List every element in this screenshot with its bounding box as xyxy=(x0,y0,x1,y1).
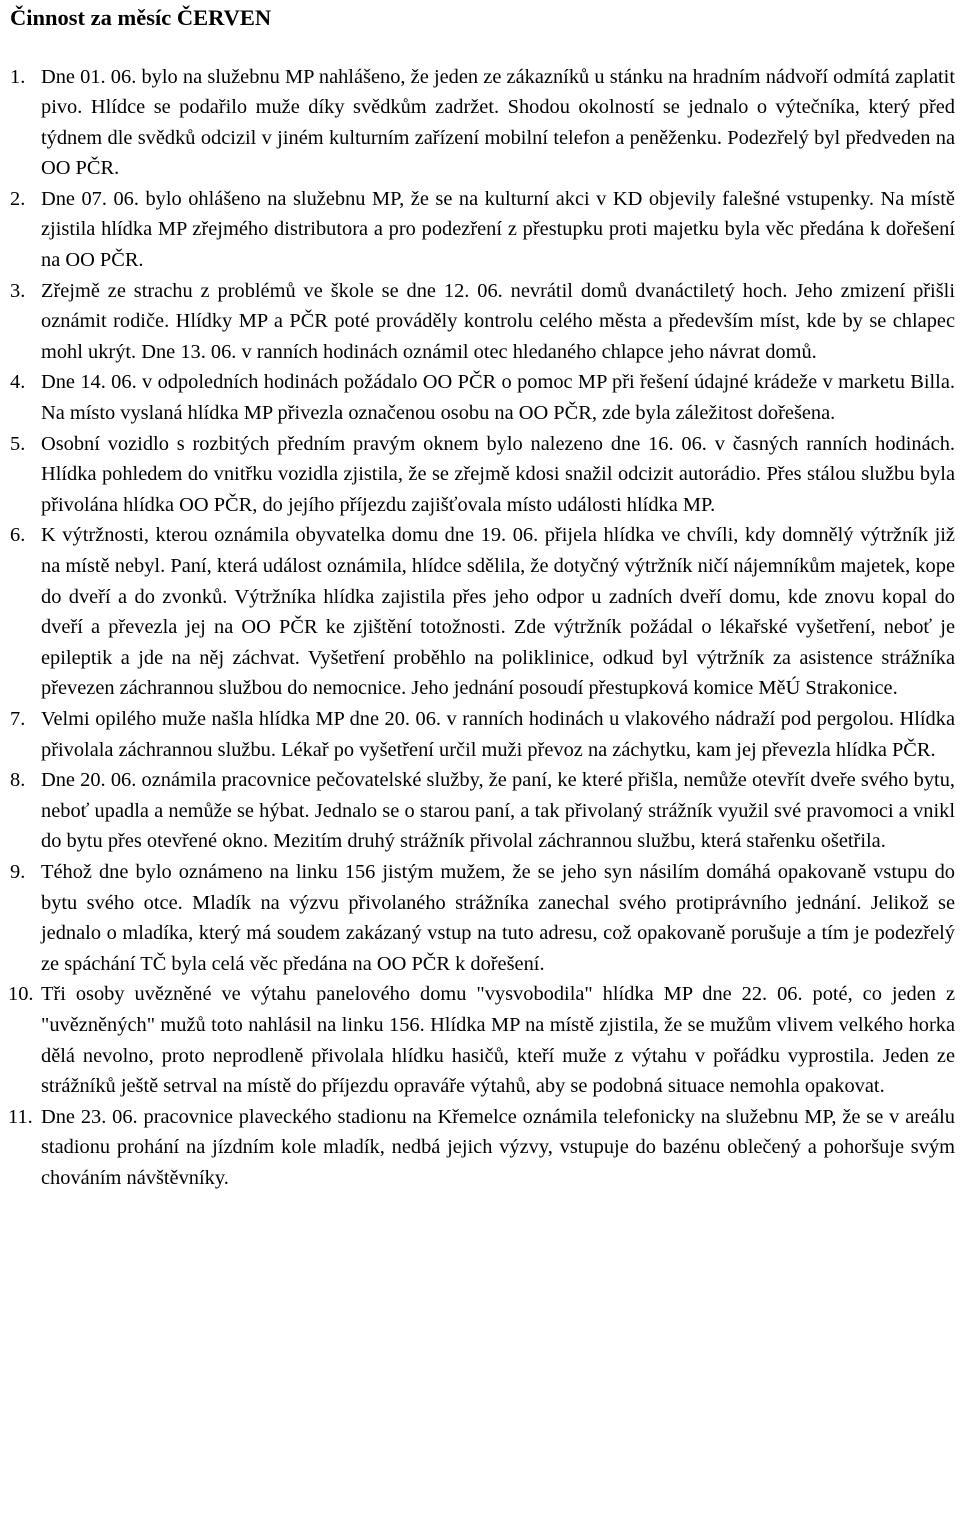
item-number: 9. xyxy=(10,860,26,883)
item-number: 6. xyxy=(10,524,26,547)
page-title: Činnost za měsíc ČERVEN xyxy=(10,5,272,30)
item-text: Dne 23. 06. pracovnice plaveckého stadionu na Křemelce oznámila telefonicky na služebnu MP, že se v areálu stadionu prohání na jízdním kole mladík, nedbá jejich výzvy, vstupuje do bazénu oblečený a pohoršuje svým chováním návštěvníky. xyxy=(41,1105,955,1189)
item-number: 5. xyxy=(10,432,26,455)
item-text: Osobní vozidlo s rozbitých předním pravým oknem bylo nalezeno dne 16. 06. v časných ranních hodinách. Hlídka pohledem do vnitřku vozidla zjistila, že se zřejmě kdosi snažil odcizit autorádio. Přes stálou službu byla přivolána hlídka OO PČR, do jejího příjezdu zajišťovala místo události hlídka MP. xyxy=(41,432,955,516)
list-item xyxy=(10,367,955,428)
item-number: 3. xyxy=(10,279,26,302)
list-item xyxy=(10,520,955,704)
list-item xyxy=(10,62,955,184)
item-number: 2. xyxy=(10,187,26,210)
list-item xyxy=(10,429,955,521)
item-number: 8. xyxy=(10,769,26,792)
item-number: 7. xyxy=(10,707,26,730)
item-text: Dne 07. 06. bylo ohlášeno na služebnu MP, že se na kulturní akci v KD objevily falešné vstupenky. Na místě zjistila hlídka MP zřejmého distributora a pro podezření z přestupku proti majetku byla věc předána k dořešení na OO PČR. xyxy=(41,187,955,272)
item-number: 4. xyxy=(10,371,26,394)
list-item xyxy=(10,276,955,368)
list-item xyxy=(10,1102,955,1194)
item-text: K výtržnosti, kterou oznámila obyvatelka domu dne 19. 06. přijela hlídka ve chvíli, kdy domnělý výtržník již na místě nebyl. Paní, která událost oznámila, hlídce sdělila, že dotyčný výtržník ničí nájemníkům majetek, kope do dveří a do zvonků. Výtržníka hlídka zajistila přes jeho odpor u zadních dveří domu, kde znovu kopal do dveří a převezla jej na OO PČR ke zjištění totožnosti. Zde výtržník požádal o lékařské vyšetření, neboť je epileptik a jde na něj záchvat. Vyšetření proběhlo na poliklinice, odkud byl výtržník za asistence strážníka převezen záchrannou službou do nemocnice. Jeho jednání posoudí přestupková komice MěÚ Strakonice. xyxy=(41,524,955,700)
incident-list xyxy=(10,62,955,1194)
list-item xyxy=(10,765,955,857)
item-text: Zřejmě ze strachu z problémů ve škole se dne 12. 06. nevrátil domů dvanáctiletý hoch. Jeho zmizení přišli oznámit rodiče. Hlídky MP a PČR poté prováděly kontrolu celého města a především míst, kde by se chlapec mohl ukrýt. Dne 13. 06. v ranních hodinách oznámil otec hledaného chlapce jeho návrat domů. xyxy=(41,279,955,363)
list-item xyxy=(10,979,955,1101)
item-text: Dne 20. 06. oznámila pracovnice pečovatelské služby, že paní, ke které přišla, nemůže otevřít dveře svého bytu, neboť upadla a nemůže se hýbat. Jednalo se o starou paní, a tak přivolaný strážník využil své pravomoci a vnikl do bytu přes otevřené okno. Mezitím druhý strážník přivolal záchrannou službu, která stařenku ošetřila. xyxy=(41,769,955,853)
item-number: 1. xyxy=(10,65,26,88)
item-text: Tři osoby uvězněné ve výtahu panelového domu "vysvobodila" hlídka MP dne 22. 06. poté, co jeden z "uvězněných" mužů toto nahlásil na linku 156. Hlídka MP na místě zjistila, že se mužům vlivem velkého horka dělá nevolno, proto neprodleně přivolala hlídku hasičů, kteří muže z výtahu v pořádku vyprostila. Jeden ze strážníků ještě setrval na místě do příjezdu opraváře výtahů, aby se podobná situace nemohla opakovat. xyxy=(41,983,955,1098)
list-item xyxy=(10,704,955,765)
item-number: 10. xyxy=(8,983,34,1006)
list-item xyxy=(10,184,955,276)
item-text: Dne 01. 06. bylo na služebnu MP nahlášeno, že jeden ze zákazníků u stánku na hradním nádvoří odmítá zaplatit pivo. Hlídce se podařilo muže díky svědkům zadržet. Shodou okolností se jednalo o výtečníka, který před týdnem dle svědků odcizil v jiném kulturním zařízení mobilní telefon a peněženku. Podezřelý byl předveden na OO PČR. xyxy=(41,65,955,180)
item-text: Velmi opilého muže našla hlídka MP dne 20. 06. v ranních hodinách u vlakového nádraží pod pergolou. Hlídka přivolala záchrannou službu. Lékař po vyšetření určil muži převoz na záchytku, kam jej převezla hlídka PČR. xyxy=(41,707,955,761)
item-text: Téhož dne bylo oznámeno na linku 156 jistým mužem, že se jeho syn násilím domáhá opakovaně vstupu do bytu svého otce. Mladík na výzvu přivolaného strážníka zanechal svého protiprávního jednání. Jelikož se jednalo o mladíka, který má soudem zakázaný vstup na tuto adresu, což opakovaně porušuje a tím je podezřelý ze spáchání TČ byla celá věc předána na OO PČR k dořešení. xyxy=(41,860,955,975)
document-page xyxy=(10,0,955,1193)
item-text: Dne 14. 06. v odpoledních hodinách požádalo OO PČR o pomoc MP při řešení údajné krádeže v marketu Billa. Na místo vyslaná hlídka MP přivezla označenou osobu na OO PČR, zde byla záležitost dořešena. xyxy=(41,371,955,425)
list-item xyxy=(10,857,955,979)
item-number: 11. xyxy=(8,1105,33,1128)
